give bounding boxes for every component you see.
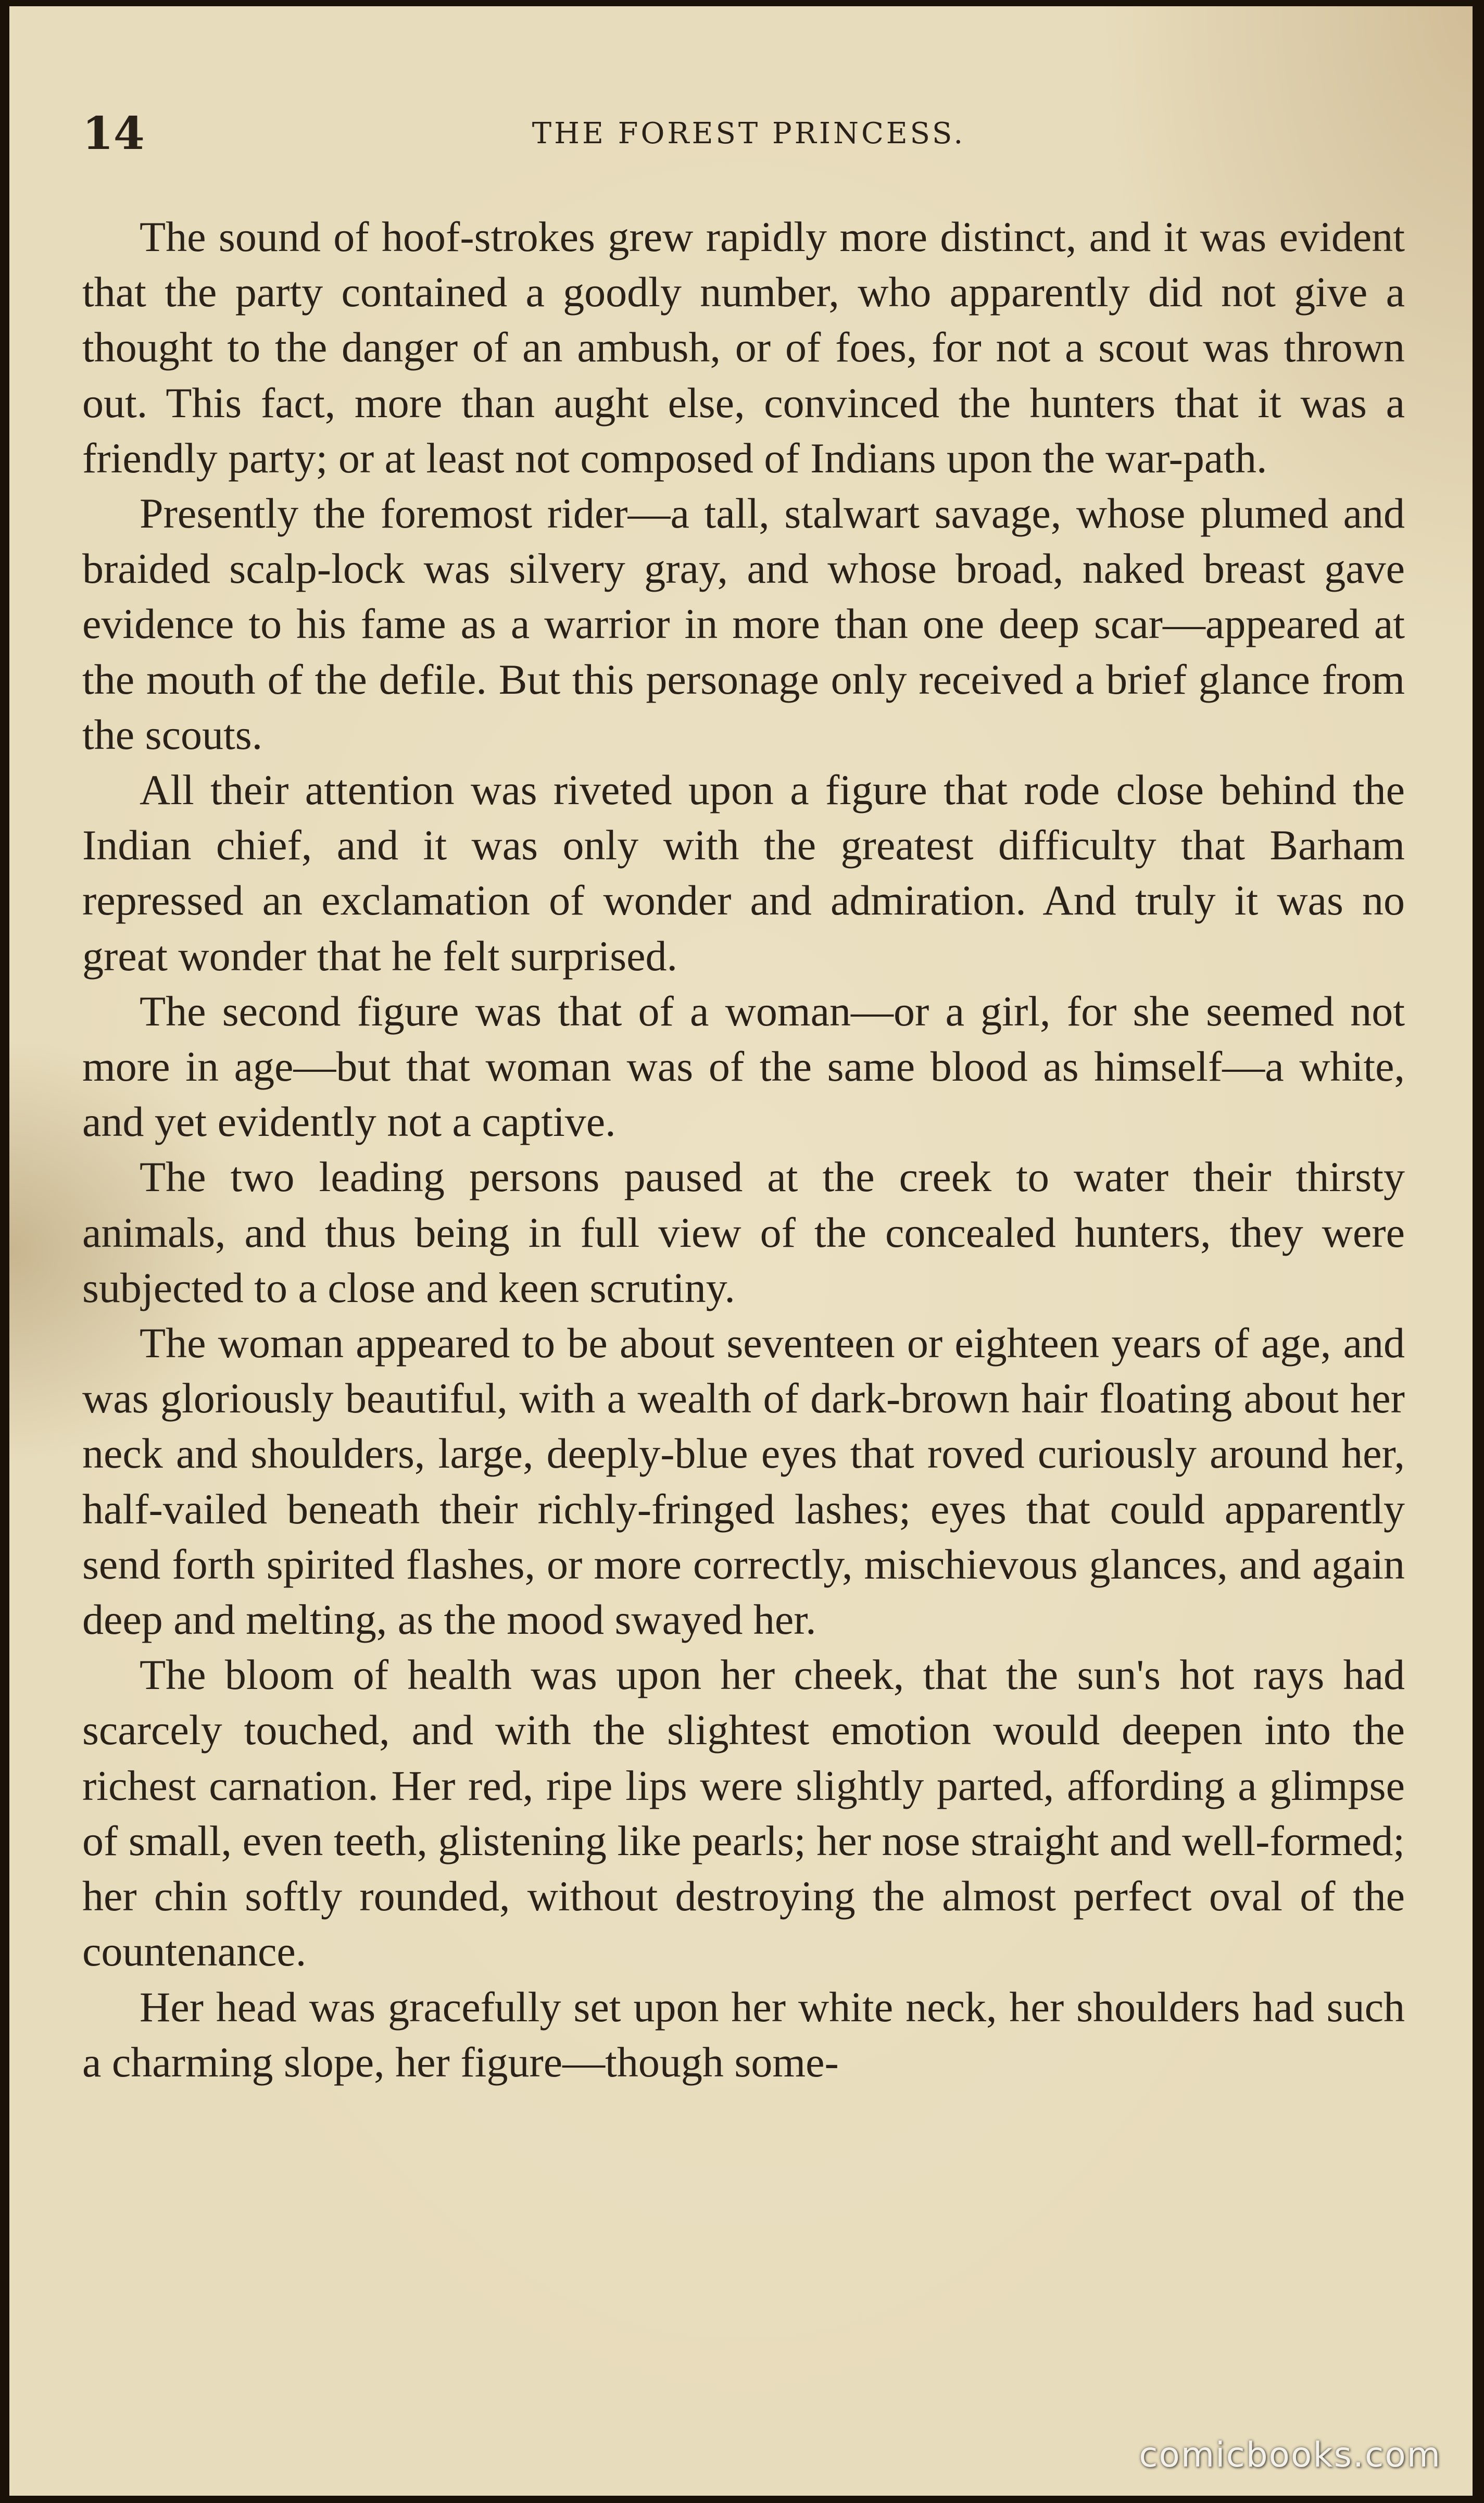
page-header <box>82 105 1415 162</box>
body-text <box>82 209 1405 2090</box>
paragraph: Her head was gracefully set upon her white neck, her shoulders had such a charming slope, her figure—though some- <box>82 1983 1405 2086</box>
watermark: comicbooks.com <box>1139 2435 1441 2475</box>
paragraph: All their attention was riveted upon a figure that rode close behind the Indian chief, and it was only with the greatest difficulty that Barham repressed an exclamation of wonder and admiration. And truly it was no great wonder that he felt surprised. <box>82 766 1405 980</box>
page-number: 14 <box>82 107 145 160</box>
paragraph: Presently the foremost rider—a tall, stalwart savage, whose plumed and braided scalp-lock was silvery gray, and whose broad, naked breast gave evidence to his fame as a warrior in more than one deep scar—appeared at the mouth of the defile. But this personage only received a brief glance from the scouts. <box>82 490 1405 758</box>
paragraph: The sound of hoof-strokes grew rapidly more distinct, and it was evident that the party contained a goodly number, who apparently did not give a thought to the danger of an ambush, or of foes, for not a scout was thrown out. This fact, more than aught else, convinced the hunters that it was a friendly party; or at least not composed of Indians upon the war-path. <box>82 213 1405 482</box>
book-page <box>9 6 1473 2496</box>
paragraph: The second figure was that of a woman—or a girl, for she seemed not more in age—but that woman was of the same blood as himself—a white, and yet evidently not a captive. <box>82 987 1405 1146</box>
paragraph: The woman appeared to be about seventeen or eighteen years of age, and was gloriously beautiful, with a wealth of dark-brown hair floating about her neck and shoulders, large, deeply-blue eyes that roved curiously around her, half-vailed beneath their richly-fringed lashes; eyes that could apparently send forth spirited flashes, or more correctly, mischievous glances, and again deep and melting, as the mood swayed her. <box>82 1319 1405 1644</box>
paragraph: The two leading persons paused at the creek to water their thirsty animals, and thus being in full view of the concealed hunters, they were subjected to a close and keen scrutiny. <box>82 1153 1405 1311</box>
running-title: THE FOREST PRINCESS. <box>532 117 966 151</box>
paragraph: The bloom of health was upon her cheek, that the sun's hot rays had scarcely touched, and with the slightest emotion would deepen into the richest carnation. Her red, ripe lips were slightly parted, affording a glimpse of small, even teeth, glistening like pearls; her nose straight and well-formed; her chin softly rounded, without destroying the almost perfect oval of the countenance. <box>82 1651 1405 1975</box>
